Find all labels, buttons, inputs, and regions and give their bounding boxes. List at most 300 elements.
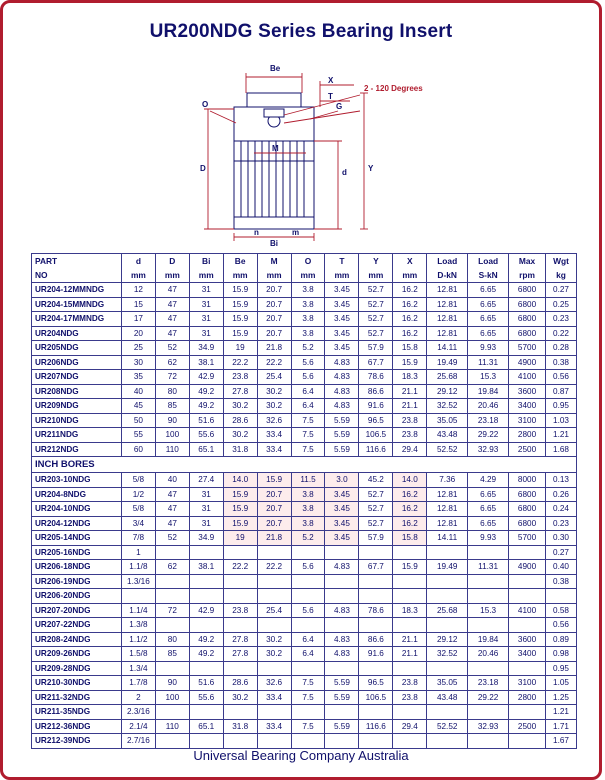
- cell-value: [223, 661, 257, 676]
- table-row: [32, 516, 577, 531]
- table-row: [32, 647, 577, 662]
- cell-value: 20.46: [468, 399, 509, 414]
- label-T: T: [328, 92, 333, 101]
- table-row: [32, 618, 577, 633]
- cell-part: UR209NDG: [32, 399, 122, 414]
- cell-part: UR210-30NDG: [32, 676, 122, 691]
- table-row: [32, 661, 577, 676]
- cell-value: 22.2: [257, 560, 291, 575]
- cell-value: 6800: [509, 487, 546, 502]
- cell-value: [468, 705, 509, 720]
- th-O-1: O: [291, 254, 325, 269]
- cell-value: 6.65: [468, 297, 509, 312]
- cell-value: 6.65: [468, 516, 509, 531]
- cell-value: 55.6: [189, 428, 223, 443]
- cell-value: 4.83: [325, 632, 359, 647]
- cell-value: [359, 705, 393, 720]
- cell-value: 5700: [509, 341, 546, 356]
- cell-value: 0.56: [545, 618, 576, 633]
- th-Be-2: mm: [223, 268, 257, 283]
- cell-value: 0.98: [545, 647, 576, 662]
- cell-value: 3.8: [291, 326, 325, 341]
- cell-value: 22.2: [257, 355, 291, 370]
- cell-value: 3.8: [291, 502, 325, 517]
- cell-value: 7.5: [291, 442, 325, 457]
- cell-value: 5.6: [291, 370, 325, 385]
- bearing-drawing-svg: [124, 49, 484, 248]
- cell-value: 3.0: [325, 473, 359, 488]
- cell-value: 0.56: [545, 370, 576, 385]
- th-X-2: mm: [393, 268, 427, 283]
- th-d-2: mm: [121, 268, 155, 283]
- cell-value: 0.40: [545, 560, 576, 575]
- cell-value: [257, 574, 291, 589]
- cell-value: 20: [121, 326, 155, 341]
- cell-value: 23.8: [393, 413, 427, 428]
- th-loadS-2: S-kN: [468, 268, 509, 283]
- cell-value: 31: [189, 283, 223, 298]
- cell-value: 31: [189, 312, 223, 327]
- th-max-1: Max: [509, 254, 546, 269]
- th-loadD-2: D-kN: [427, 268, 468, 283]
- cell-value: 12: [121, 283, 155, 298]
- cell-value: 106.5: [359, 428, 393, 443]
- cell-value: 116.6: [359, 719, 393, 734]
- cell-value: 14.11: [427, 341, 468, 356]
- cell-value: 5.6: [291, 355, 325, 370]
- cell-value: 0.38: [545, 355, 576, 370]
- cell-value: 1.21: [545, 428, 576, 443]
- cell-value: 32.93: [468, 719, 509, 734]
- th-D-2: mm: [155, 268, 189, 283]
- cell-value: [325, 661, 359, 676]
- cell-value: 6.65: [468, 326, 509, 341]
- cell-value: 29.12: [427, 384, 468, 399]
- cell-value: [427, 734, 468, 749]
- cell-value: 21.1: [393, 632, 427, 647]
- cell-part: UR208-24NDG: [32, 632, 122, 647]
- cell-value: 52.7: [359, 312, 393, 327]
- cell-value: [468, 734, 509, 749]
- cell-value: [427, 574, 468, 589]
- cell-part: UR203-10NDG: [32, 473, 122, 488]
- cell-value: 4.83: [325, 647, 359, 662]
- cell-value: 15.9: [223, 502, 257, 517]
- cell-value: 57.9: [359, 531, 393, 546]
- cell-value: [393, 734, 427, 749]
- cell-value: 31: [189, 502, 223, 517]
- cell-value: 45: [121, 399, 155, 414]
- table-row: [32, 413, 577, 428]
- cell-value: [325, 705, 359, 720]
- cell-value: [189, 545, 223, 560]
- table-row: [32, 531, 577, 546]
- cell-value: 49.2: [189, 647, 223, 662]
- cell-value: [393, 545, 427, 560]
- cell-value: 0.87: [545, 384, 576, 399]
- th-d-1: d: [121, 254, 155, 269]
- cell-value: [155, 734, 189, 749]
- cell-value: 20.7: [257, 326, 291, 341]
- cell-value: 52.7: [359, 487, 393, 502]
- cell-value: 3.45: [325, 516, 359, 531]
- cell-value: 52.7: [359, 283, 393, 298]
- th-D-1: D: [155, 254, 189, 269]
- cell-value: 20.7: [257, 502, 291, 517]
- cell-value: 40: [121, 384, 155, 399]
- cell-value: 12.81: [427, 283, 468, 298]
- cell-value: [427, 618, 468, 633]
- cell-value: 19.84: [468, 384, 509, 399]
- cell-value: 6800: [509, 326, 546, 341]
- cell-value: 27.8: [223, 647, 257, 662]
- cell-value: [468, 574, 509, 589]
- cell-value: [509, 705, 546, 720]
- cell-value: 1.5/8: [121, 647, 155, 662]
- cell-value: 45.2: [359, 473, 393, 488]
- label-m: m: [292, 228, 300, 237]
- cell-part: UR205NDG: [32, 341, 122, 356]
- cell-value: [359, 734, 393, 749]
- cell-value: 7.5: [291, 719, 325, 734]
- cell-part: UR204-12MMNDG: [32, 283, 122, 298]
- cell-value: [257, 545, 291, 560]
- cell-value: 80: [155, 384, 189, 399]
- cell-part: UR209-26NDG: [32, 647, 122, 662]
- cell-value: [223, 574, 257, 589]
- cell-value: 34.9: [189, 531, 223, 546]
- cell-value: [223, 705, 257, 720]
- cell-value: [359, 574, 393, 589]
- table-row: [32, 487, 577, 502]
- cell-value: 6800: [509, 516, 546, 531]
- cell-value: 90: [155, 413, 189, 428]
- cell-value: 31.8: [223, 719, 257, 734]
- cell-value: 4.29: [468, 473, 509, 488]
- cell-value: 52.7: [359, 516, 393, 531]
- cell-value: 16.2: [393, 502, 427, 517]
- cell-value: 42.9: [189, 370, 223, 385]
- cell-value: [291, 545, 325, 560]
- cell-value: 3.8: [291, 297, 325, 312]
- cell-value: 12.81: [427, 487, 468, 502]
- cell-part: UR204-15MMNDG: [32, 297, 122, 312]
- cell-value: 40: [155, 473, 189, 488]
- cell-value: 4100: [509, 370, 546, 385]
- cell-value: 0.95: [545, 661, 576, 676]
- cell-value: 0.22: [545, 326, 576, 341]
- cell-value: 0.27: [545, 283, 576, 298]
- cell-value: 23.18: [468, 413, 509, 428]
- th-Bi-2: mm: [189, 268, 223, 283]
- cell-value: 16.2: [393, 283, 427, 298]
- cell-value: 6.4: [291, 384, 325, 399]
- cell-value: 2500: [509, 442, 546, 457]
- cell-value: 52: [155, 341, 189, 356]
- cell-value: 7.5: [291, 428, 325, 443]
- cell-value: 52.7: [359, 326, 393, 341]
- cell-value: 62: [155, 560, 189, 575]
- cell-value: [257, 705, 291, 720]
- cell-value: 12.81: [427, 312, 468, 327]
- cell-value: 12.81: [427, 297, 468, 312]
- cell-value: 11.31: [468, 560, 509, 575]
- cell-value: 17: [121, 312, 155, 327]
- cell-value: 32.6: [257, 676, 291, 691]
- cell-value: [291, 618, 325, 633]
- cell-value: 31.8: [223, 442, 257, 457]
- cell-value: [468, 661, 509, 676]
- cell-value: 3.8: [291, 516, 325, 531]
- cell-value: 25.68: [427, 370, 468, 385]
- cell-value: 23.8: [393, 428, 427, 443]
- cell-value: 5.59: [325, 442, 359, 457]
- th-wgt-2: kg: [545, 268, 576, 283]
- th-Y-1: Y: [359, 254, 393, 269]
- cell-value: 15.9: [393, 355, 427, 370]
- label-n: n: [254, 228, 259, 237]
- cell-value: 86.6: [359, 632, 393, 647]
- cell-value: [155, 661, 189, 676]
- cell-value: 21.8: [257, 531, 291, 546]
- header-row-2: [32, 268, 577, 283]
- cell-value: [291, 589, 325, 604]
- cell-value: 0.30: [545, 531, 576, 546]
- cell-value: 19.49: [427, 560, 468, 575]
- label-d: d: [342, 168, 347, 177]
- cell-value: 3.45: [325, 312, 359, 327]
- cell-part: UR205-14NDG: [32, 531, 122, 546]
- cell-value: 29.22: [468, 690, 509, 705]
- cell-value: 20.7: [257, 297, 291, 312]
- cell-value: 1.68: [545, 442, 576, 457]
- cell-value: 51.6: [189, 413, 223, 428]
- cell-part: UR206-20NDG: [32, 589, 122, 604]
- cell-value: [393, 618, 427, 633]
- cell-value: 3.45: [325, 297, 359, 312]
- cell-value: 3400: [509, 647, 546, 662]
- cell-part: UR204-17MMNDG: [32, 312, 122, 327]
- cell-value: [189, 734, 223, 749]
- cell-value: 33.4: [257, 719, 291, 734]
- cell-value: 33.4: [257, 428, 291, 443]
- table-row: [32, 502, 577, 517]
- cell-value: [155, 705, 189, 720]
- cell-value: 35.05: [427, 676, 468, 691]
- cell-value: 47: [155, 312, 189, 327]
- cell-value: [223, 618, 257, 633]
- cell-value: 27.8: [223, 384, 257, 399]
- cell-value: 25.4: [257, 370, 291, 385]
- cell-part: UR206-19NDG: [32, 574, 122, 589]
- cell-value: 116.6: [359, 442, 393, 457]
- cell-value: 5/8: [121, 502, 155, 517]
- cell-value: 1.05: [545, 676, 576, 691]
- table-row: [32, 399, 577, 414]
- cell-part: UR204-10NDG: [32, 502, 122, 517]
- cell-value: 5.59: [325, 676, 359, 691]
- cell-value: 0.24: [545, 502, 576, 517]
- cell-value: [155, 618, 189, 633]
- page-title: UR200NDG Series Bearing Insert: [149, 21, 453, 42]
- cell-value: 4.83: [325, 603, 359, 618]
- cell-value: 25.4: [257, 603, 291, 618]
- cell-value: 49.2: [189, 632, 223, 647]
- th-O-2: mm: [291, 268, 325, 283]
- cell-value: 3.45: [325, 487, 359, 502]
- th-max-2: rpm: [509, 268, 546, 283]
- cell-value: [121, 589, 155, 604]
- cell-value: 30.2: [257, 647, 291, 662]
- cell-value: [155, 545, 189, 560]
- cell-value: 9.93: [468, 531, 509, 546]
- cell-value: 4900: [509, 560, 546, 575]
- cell-value: 7/8: [121, 531, 155, 546]
- cell-value: [257, 734, 291, 749]
- cell-part: UR209-28NDG: [32, 661, 122, 676]
- cell-value: 5.6: [291, 603, 325, 618]
- cell-value: [509, 574, 546, 589]
- cell-value: 3400: [509, 399, 546, 414]
- cell-value: 4.83: [325, 355, 359, 370]
- cell-value: 5.59: [325, 719, 359, 734]
- cell-value: [325, 589, 359, 604]
- cell-value: 80: [155, 632, 189, 647]
- cell-part: UR212-36NDG: [32, 719, 122, 734]
- table-row: [32, 442, 577, 457]
- cell-value: 7.5: [291, 676, 325, 691]
- cell-part: UR211-32NDG: [32, 690, 122, 705]
- cell-value: 25.68: [427, 603, 468, 618]
- cell-value: [393, 661, 427, 676]
- cell-value: [509, 734, 546, 749]
- cell-value: 52.52: [427, 442, 468, 457]
- cell-value: 27.4: [189, 473, 223, 488]
- cell-value: 3.8: [291, 312, 325, 327]
- cell-value: 47: [155, 326, 189, 341]
- cell-value: 19: [223, 341, 257, 356]
- cell-value: [325, 618, 359, 633]
- table-head: [32, 254, 577, 283]
- cell-value: 1.3/8: [121, 618, 155, 633]
- cell-value: 1.3/16: [121, 574, 155, 589]
- cell-value: 85: [155, 647, 189, 662]
- table-row: [32, 690, 577, 705]
- cell-value: 67.7: [359, 560, 393, 575]
- table-row: [32, 384, 577, 399]
- label-Y: Y: [368, 164, 374, 173]
- cell-value: [509, 589, 546, 604]
- cell-value: 42.9: [189, 603, 223, 618]
- cell-value: 72: [155, 603, 189, 618]
- cell-value: 20.7: [257, 283, 291, 298]
- cell-value: 3.8: [291, 283, 325, 298]
- cell-value: [545, 589, 576, 604]
- th-M-1: M: [257, 254, 291, 269]
- cell-value: 110: [155, 719, 189, 734]
- cell-value: 57.9: [359, 341, 393, 356]
- cell-value: 15.9: [223, 297, 257, 312]
- cell-part: UR207-22NDG: [32, 618, 122, 633]
- cell-value: 1.7/8: [121, 676, 155, 691]
- cell-value: 20.7: [257, 516, 291, 531]
- th-part-1: PART: [32, 254, 122, 269]
- cell-value: 4.83: [325, 370, 359, 385]
- specification-table: [31, 253, 577, 749]
- specification-table-wrap: [31, 253, 577, 749]
- cell-value: [427, 545, 468, 560]
- cell-value: 5.59: [325, 690, 359, 705]
- cell-value: 19.49: [427, 355, 468, 370]
- cell-value: 16.2: [393, 312, 427, 327]
- cell-value: 110: [155, 442, 189, 457]
- cell-value: 33.4: [257, 690, 291, 705]
- cell-value: [468, 618, 509, 633]
- cell-value: [427, 661, 468, 676]
- cell-part: UR204-12NDG: [32, 516, 122, 531]
- cell-value: 15.9: [223, 283, 257, 298]
- cell-part: UR206-18NDG: [32, 560, 122, 575]
- cell-value: 29.4: [393, 719, 427, 734]
- cell-value: [427, 589, 468, 604]
- cell-value: 20.7: [257, 312, 291, 327]
- cell-value: 38.1: [189, 355, 223, 370]
- cell-value: 18.3: [393, 603, 427, 618]
- table-row: [32, 355, 577, 370]
- cell-value: 0.26: [545, 487, 576, 502]
- cell-value: 32.6: [257, 413, 291, 428]
- cell-value: 62: [155, 355, 189, 370]
- cell-value: [509, 545, 546, 560]
- cell-value: 34.9: [189, 341, 223, 356]
- cell-value: 65.1: [189, 719, 223, 734]
- cell-value: 35: [121, 370, 155, 385]
- table-row: [32, 560, 577, 575]
- cell-value: 14.0: [393, 473, 427, 488]
- cell-value: [509, 618, 546, 633]
- th-T-1: T: [325, 254, 359, 269]
- bearing-diagram: [3, 49, 605, 248]
- cell-part: UR212NDG: [32, 442, 122, 457]
- label-D: D: [200, 164, 206, 173]
- cell-value: 15.3: [468, 603, 509, 618]
- cell-value: 6.65: [468, 312, 509, 327]
- cell-value: 30.2: [257, 632, 291, 647]
- cell-value: 15.3: [468, 370, 509, 385]
- cell-value: 96.5: [359, 413, 393, 428]
- cell-value: [257, 618, 291, 633]
- cell-value: [468, 545, 509, 560]
- cell-value: 3100: [509, 413, 546, 428]
- cell-value: 15.9: [223, 326, 257, 341]
- cell-value: 85: [155, 399, 189, 414]
- cell-value: 47: [155, 516, 189, 531]
- table-row: [32, 705, 577, 720]
- cell-value: 21.1: [393, 647, 427, 662]
- section-label: INCH BORES: [32, 457, 577, 473]
- cell-value: 15.9: [223, 312, 257, 327]
- cell-value: 6800: [509, 312, 546, 327]
- cell-value: [468, 589, 509, 604]
- cell-value: 23.8: [223, 370, 257, 385]
- cell-part: UR208NDG: [32, 384, 122, 399]
- cell-value: 21.1: [393, 384, 427, 399]
- cell-part: UR205-16NDG: [32, 545, 122, 560]
- company-footer: Universal Bearing Company Australia: [193, 748, 409, 763]
- cell-value: 2800: [509, 690, 546, 705]
- cell-value: 11.5: [291, 473, 325, 488]
- table-row: [32, 297, 577, 312]
